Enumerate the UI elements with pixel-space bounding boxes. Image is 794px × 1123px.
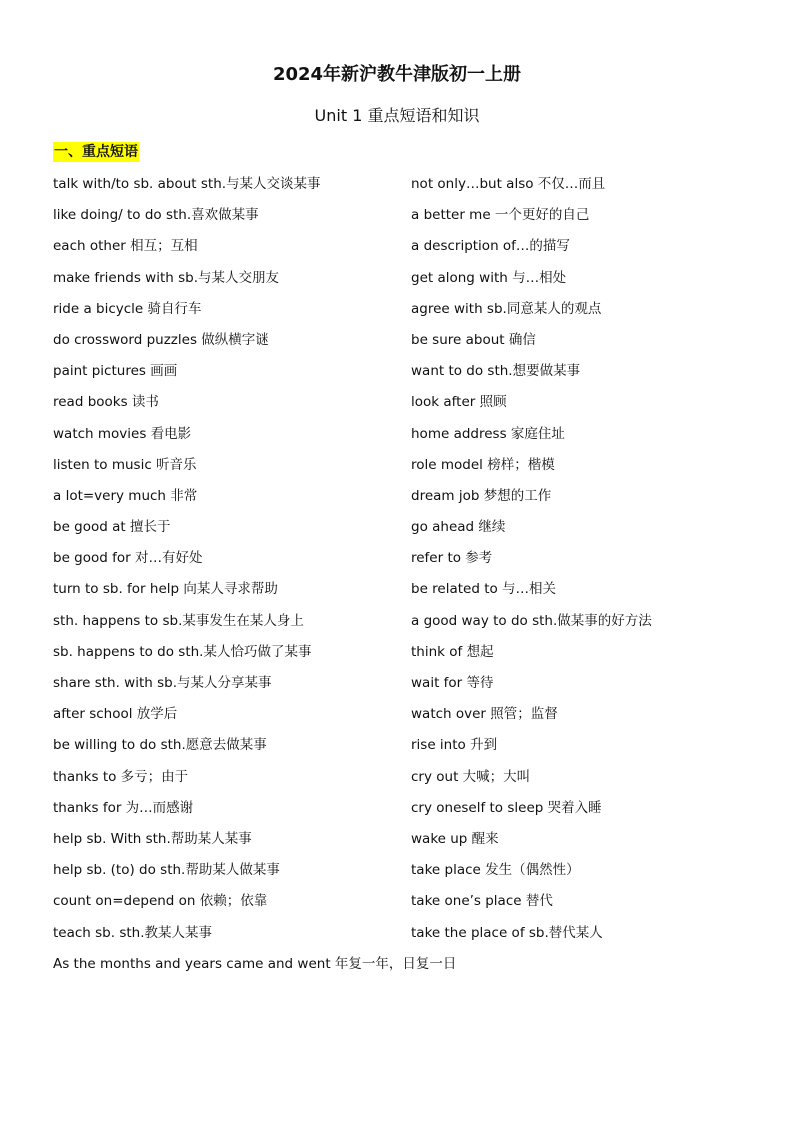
phrase-right: look after 照顾 <box>411 394 507 411</box>
phrase-right: wait for 等待 <box>411 675 494 691</box>
phrase-right: role model 榜样；楷模 <box>411 456 555 473</box>
phrase-right: a good way to do sth.做某事的好方法 <box>411 612 652 629</box>
phrase-right: be sure about 确信 <box>411 331 536 348</box>
phrase-right: dream job 梦想的工作 <box>411 487 552 504</box>
phrase-left: teach sb. sth.教某人某事 <box>53 924 213 941</box>
phrase-left: talk with/to sb. about sth.与某人交谈某事 <box>53 176 321 192</box>
phrase-left: each other 相互；互相 <box>53 238 198 255</box>
phrase-right: take place 发生（偶然性） <box>411 862 580 879</box>
phrase-right: cry oneself to sleep 哭着入睡 <box>411 799 602 816</box>
phrase-right: be related to 与…相关 <box>411 581 557 598</box>
phrase-left: be good for 对…有好处 <box>53 550 203 567</box>
document-title: 2024年新沪教牛津版初一上册 <box>272 64 522 85</box>
document-subtitle: Unit 1 重点短语和知识 <box>314 106 480 125</box>
phrase-right: cry out 大喊；大叫 <box>411 768 531 785</box>
phrase-right: take the place of sb.替代某人 <box>411 924 603 941</box>
phrase-left: like doing/ to do sth.喜欢做某事 <box>53 207 259 224</box>
phrase-left: thanks for 为…而感谢 <box>53 799 194 816</box>
phrase-right: want to do sth.想要做某事 <box>411 363 581 380</box>
phrase-left: listen to music 听音乐 <box>53 456 197 473</box>
phrase-right: wake up 醒来 <box>411 830 499 847</box>
phrase-right: agree with sb.同意某人的观点 <box>411 300 602 317</box>
phrase-left: sb. happens to do sth.某人恰巧做了某事 <box>53 643 312 660</box>
phrase-left: paint pictures 画画 <box>53 363 178 380</box>
section-heading: 一、重点短语 <box>54 144 138 160</box>
phrase-left: ride a bicycle 骑自行车 <box>53 300 202 317</box>
phrase-left: sth. happens to sb.某事发生在某人身上 <box>53 612 304 629</box>
phrase-left: do crossword puzzles 做纵横字谜 <box>53 331 269 348</box>
phrase-right: refer to 参考 <box>411 550 493 567</box>
phrase-left: count on=depend on 依赖；依靠 <box>53 893 268 910</box>
phrase-left: share sth. with sb.与某人分享某事 <box>53 675 272 691</box>
phrase-right: not only…but also 不仅…而且 <box>411 176 606 192</box>
phrase-right: think of 想起 <box>411 643 494 660</box>
phrase-left: watch movies 看电影 <box>53 425 192 442</box>
phrase-final: As the months and years came and went 年复一年，日复一日 <box>53 955 457 972</box>
phrase-left: after school 放学后 <box>53 706 178 723</box>
phrase-right: a better me 一个更好的自己 <box>411 207 590 224</box>
phrase-left: a lot=very much 非常 <box>53 487 198 504</box>
phrase-left: help sb. (to) do sth.帮助某人做某事 <box>53 862 280 879</box>
phrase-right: take one’s place 替代 <box>411 893 553 910</box>
phrase-right: go ahead 继续 <box>411 519 506 536</box>
phrase-left: make friends with sb.与某人交朋友 <box>53 269 279 286</box>
phrase-left: be good at 擅长于 <box>53 519 171 536</box>
phrase-left: help sb. With sth.帮助某人某事 <box>53 830 252 847</box>
phrase-right: watch over 照管；监督 <box>411 706 558 723</box>
phrase-left: turn to sb. for help 向某人寻求帮助 <box>53 581 278 598</box>
phrase-left: thanks to 多亏；由于 <box>53 768 189 785</box>
phrase-right: rise into 升到 <box>411 737 498 754</box>
phrase-right: get along with 与…相处 <box>411 269 567 286</box>
phrase-list <box>53 173 753 984</box>
phrase-right: a description of…的描写 <box>411 238 570 255</box>
phrase-left: read books 读书 <box>53 394 159 411</box>
phrase-left: be willing to do sth.愿意去做某事 <box>53 737 267 754</box>
phrase-right: home address 家庭住址 <box>411 425 565 442</box>
